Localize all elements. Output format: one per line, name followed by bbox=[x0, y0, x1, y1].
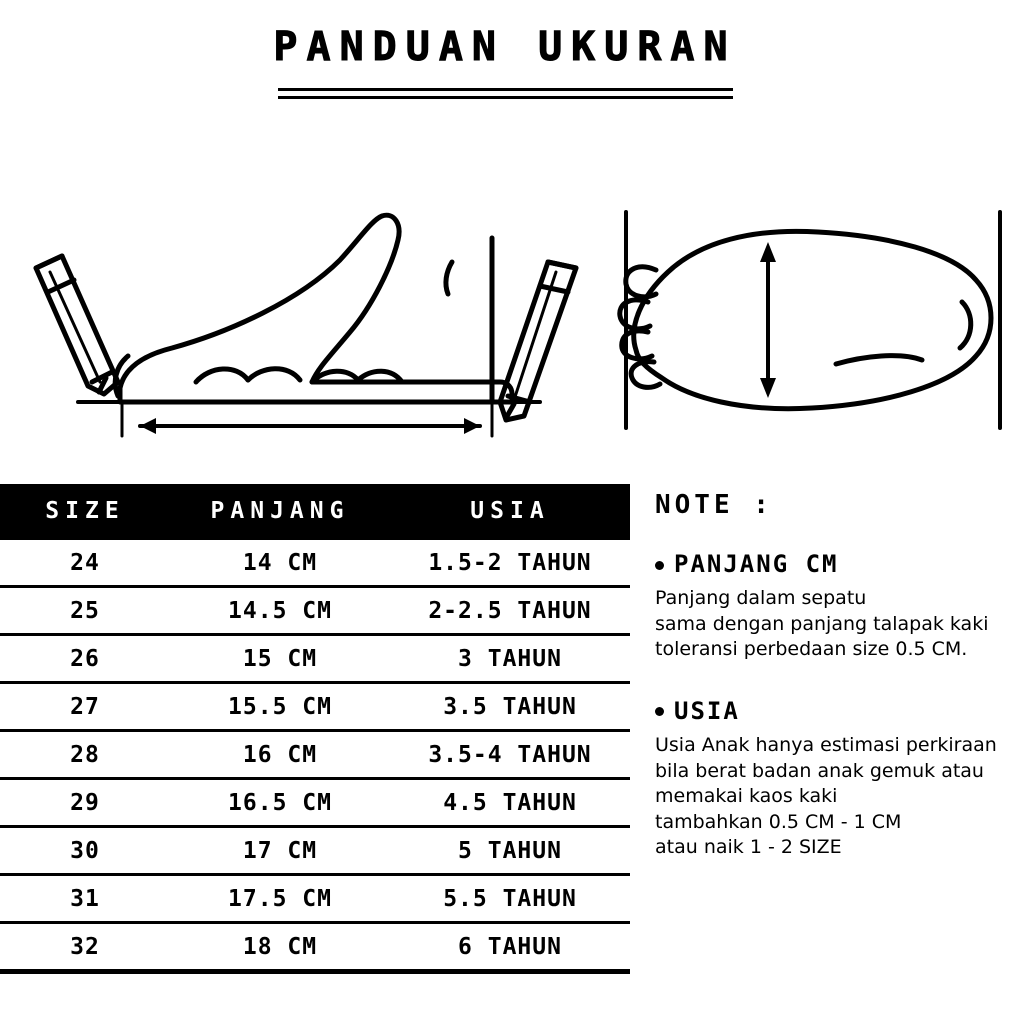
table-row bbox=[0, 779, 630, 827]
cell-panjang: 14.5 CM bbox=[170, 587, 390, 635]
cell-panjang: 16 CM bbox=[170, 731, 390, 779]
cell-usia: 4.5 TAHUN bbox=[390, 779, 630, 827]
bullet-icon bbox=[655, 561, 664, 570]
note-line: memakai kaos kaki bbox=[655, 785, 838, 808]
measurement-illustration bbox=[0, 120, 1010, 470]
cell-size: 32 bbox=[0, 923, 170, 972]
cell-usia: 3 TAHUN bbox=[390, 635, 630, 683]
note-line: sama dengan panjang talapak kaki bbox=[655, 612, 989, 635]
cell-usia: 5.5 TAHUN bbox=[390, 875, 630, 923]
note-line: toleransi perbedaan size 0.5 CM. bbox=[655, 638, 968, 661]
cell-panjang: 17.5 CM bbox=[170, 875, 390, 923]
bullet-icon bbox=[655, 707, 664, 716]
cell-size: 28 bbox=[0, 731, 170, 779]
column-header-panjang: PANJANG bbox=[170, 484, 390, 540]
note-title: NOTE : bbox=[655, 490, 773, 520]
cell-usia: 2-2.5 TAHUN bbox=[390, 587, 630, 635]
cell-usia: 6 TAHUN bbox=[390, 923, 630, 972]
table-row bbox=[0, 731, 630, 779]
column-header-size: SIZE bbox=[0, 484, 170, 540]
note-heading-panjang-label: PANJANG CM bbox=[674, 550, 839, 578]
size-table-container bbox=[0, 484, 630, 974]
note-line: tambahkan 0.5 CM - 1 CM bbox=[655, 810, 902, 833]
size-table-head bbox=[0, 484, 630, 540]
cell-size: 26 bbox=[0, 635, 170, 683]
table-row bbox=[0, 683, 630, 731]
note-heading-usia-label: USIA bbox=[674, 696, 740, 725]
note-body-panjang bbox=[655, 586, 1005, 663]
cell-usia: 3.5-4 TAHUN bbox=[390, 731, 630, 779]
table-row bbox=[0, 540, 630, 587]
cell-usia: 3.5 TAHUN bbox=[390, 683, 630, 731]
column-header-usia: USIA bbox=[390, 484, 630, 540]
title-divider-top bbox=[278, 88, 733, 91]
cell-size: 30 bbox=[0, 827, 170, 875]
cell-size: 27 bbox=[0, 683, 170, 731]
cell-size: 31 bbox=[0, 875, 170, 923]
table-row bbox=[0, 923, 630, 972]
table-row bbox=[0, 875, 630, 923]
size-table-body bbox=[0, 540, 630, 972]
note-heading-panjang bbox=[655, 550, 1005, 578]
table-header-row bbox=[0, 484, 630, 540]
note-panel bbox=[655, 490, 1005, 895]
page-title: PANDUAN UKURAN bbox=[273, 24, 737, 70]
cell-panjang: 16.5 CM bbox=[170, 779, 390, 827]
cell-panjang: 18 CM bbox=[170, 923, 390, 972]
cell-panjang: 14 CM bbox=[170, 540, 390, 587]
size-table bbox=[0, 484, 630, 974]
cell-size: 25 bbox=[0, 587, 170, 635]
note-heading-usia bbox=[655, 697, 1005, 725]
cell-panjang: 17 CM bbox=[170, 827, 390, 875]
title-divider-bottom bbox=[278, 96, 733, 99]
table-row bbox=[0, 587, 630, 635]
table-row bbox=[0, 827, 630, 875]
cell-usia: 5 TAHUN bbox=[390, 827, 630, 875]
cell-size: 29 bbox=[0, 779, 170, 827]
note-line: Usia Anak hanya estimasi perkiraan bbox=[655, 733, 997, 756]
table-row bbox=[0, 635, 630, 683]
note-line: Panjang dalam sepatu bbox=[655, 587, 867, 609]
note-body-usia bbox=[655, 733, 1005, 861]
note-line: bila berat badan anak gemuk atau bbox=[655, 759, 984, 782]
note-line: atau naik 1 - 2 SIZE bbox=[655, 836, 842, 859]
cell-panjang: 15.5 CM bbox=[170, 683, 390, 731]
cell-size: 24 bbox=[0, 540, 170, 587]
cell-panjang: 15 CM bbox=[170, 635, 390, 683]
cell-usia: 1.5-2 TAHUN bbox=[390, 540, 630, 587]
